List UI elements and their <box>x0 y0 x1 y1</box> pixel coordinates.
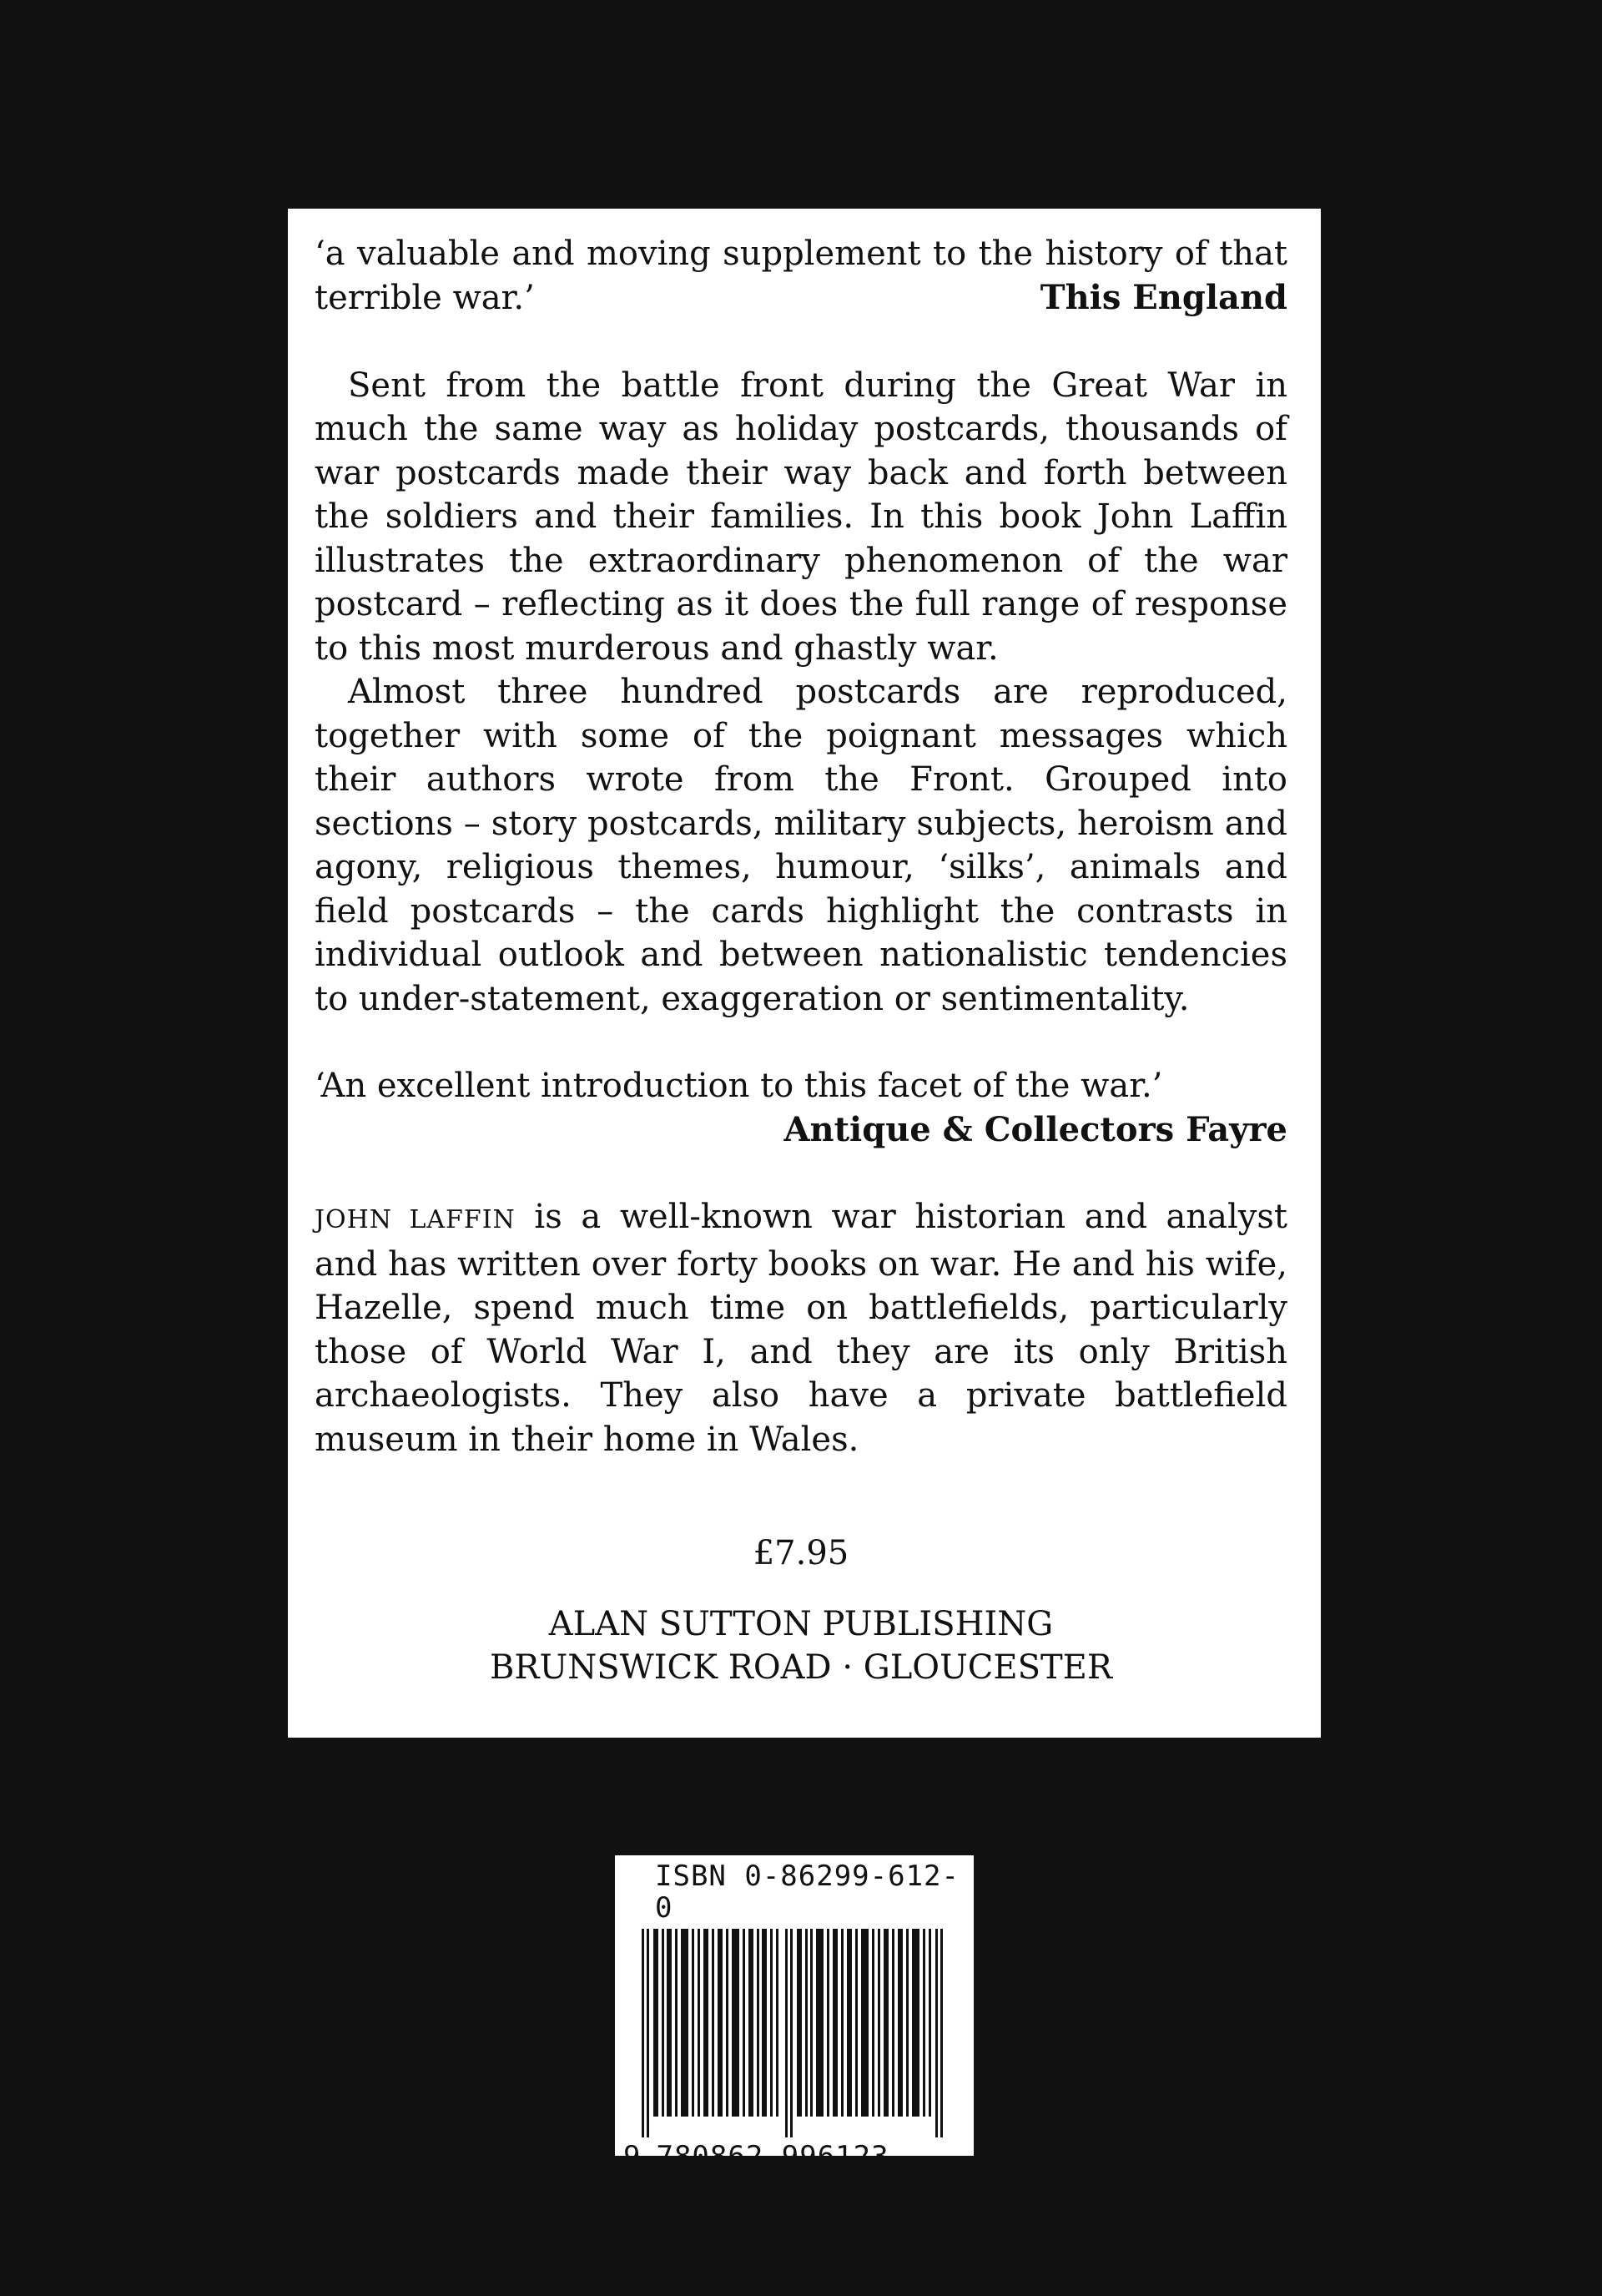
barcode-bars <box>623 1929 965 2137</box>
spacer <box>315 1461 1287 1532</box>
review-quote-this-england: ‘a valuable and moving supplement to the history of that terrible war.’ <box>315 235 1287 317</box>
review-quote-antique-collectors: ‘An excellent introduction to this facet of the war.’ <box>315 1067 1163 1105</box>
publisher-name: ALAN SUTTON PUBLISHING <box>548 1604 1054 1643</box>
spacer <box>315 1021 1287 1064</box>
price-label: £7.95 <box>753 1534 849 1572</box>
author-biography <box>315 1195 1287 1461</box>
description-paragraph-1: Sent from the battle front during the Great War in much the same way as holiday postcards, thousands of war postcards made their way back and forth between the soldiers and their families. In this book John Laffin illustrates the extraordinary phenomenon of the war postcard – reflecting as it does the full range of response to this most murderous and ghastly war. <box>315 366 1287 668</box>
isbn-barcode <box>615 1855 974 2173</box>
spacer <box>315 1152 1287 1195</box>
blurb-panel <box>288 209 1321 1738</box>
description-paragraph-2: Almost three hundred postcards are reproduced, together with some of the poignant messages which their authors wrote from the Front. Grouped into sections – story postcards, military subjects, heroism and agony, religious themes, humour, ‘silks’, animals and field postcards – the cards highlight the contrasts in individual outlook and between nationalistic tendencies to under-statement, exaggeration or sentimentality. <box>315 673 1287 1018</box>
author-name: JOHN LAFFIN <box>315 1205 516 1234</box>
barcode-lead-digit: 9 <box>623 2140 642 2173</box>
author-bio-text: is a well-known war historian and analyst and has written over forty books on war. He and his wife, Hazelle, spend much time on battlefields, particularly those of World War I, and they are its only British archaeologists. They also have a private battlefield museum in their home in Wales. <box>315 1198 1288 1459</box>
review-source-this-england: This England <box>1040 278 1287 317</box>
review-source-antique-collectors: Antique & Collectors Fayre <box>783 1109 1287 1149</box>
isbn-number: ISBN 0-86299-612-0 <box>655 1860 960 1925</box>
publisher-address: BRUNSWICK ROAD · GLOUCESTER <box>490 1648 1112 1687</box>
spacer <box>315 1576 1287 1602</box>
barcode-digits <box>623 2141 965 2172</box>
barcode-digit-string: 780862 996123 <box>656 2140 889 2173</box>
spacer <box>315 320 1287 364</box>
